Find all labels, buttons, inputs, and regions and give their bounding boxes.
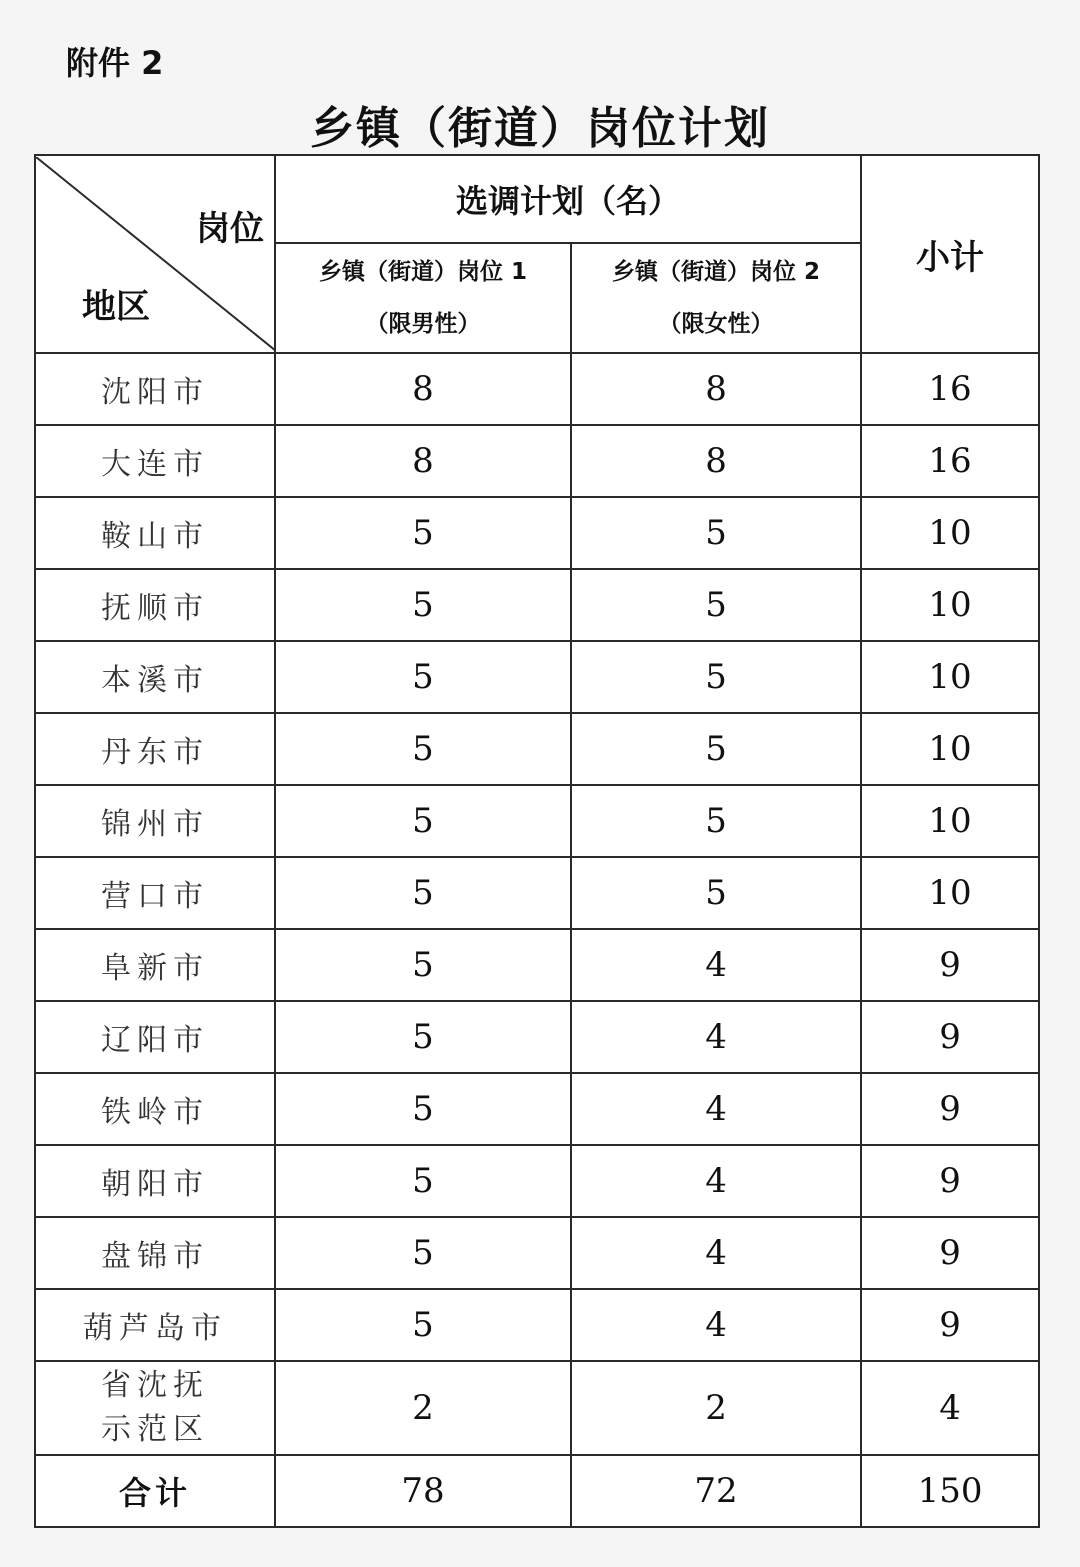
post2-cell: 5 xyxy=(571,785,861,857)
post2-cell: 4 xyxy=(571,1145,861,1217)
table-row-special xyxy=(35,1361,1039,1455)
corner-region-label: 地区 xyxy=(82,287,150,327)
region-line1: 省沈抚 xyxy=(101,1368,209,1403)
post1-header-line1: 乡镇（街道）岗位 1 xyxy=(318,259,527,285)
region-cell: 阜新市 xyxy=(35,929,275,1001)
subtotal-header: 小计 xyxy=(861,155,1039,353)
table-row-total xyxy=(35,1455,1039,1527)
subtotal-cell: 9 xyxy=(861,929,1039,1001)
post2-cell: 5 xyxy=(571,641,861,713)
table-row xyxy=(35,713,1039,785)
post2-cell: 4 xyxy=(571,1001,861,1073)
attachment-label: 附件 2 xyxy=(66,44,164,82)
table-row xyxy=(35,641,1039,713)
subtotal-cell: 10 xyxy=(861,857,1039,929)
region-cell: 沈阳市 xyxy=(35,353,275,425)
post2-cell: 4 xyxy=(571,1073,861,1145)
region-cell: 葫芦岛市 xyxy=(35,1289,275,1361)
table-row xyxy=(35,1217,1039,1289)
region-cell: 辽阳市 xyxy=(35,1001,275,1073)
total-subtotal-cell: 150 xyxy=(861,1455,1039,1527)
table-row xyxy=(35,353,1039,425)
subtotal-cell: 10 xyxy=(861,713,1039,785)
diagonal-line-icon xyxy=(36,157,276,351)
post1-cell: 8 xyxy=(275,425,571,497)
region-cell: 营口市 xyxy=(35,857,275,929)
post1-cell: 5 xyxy=(275,1073,571,1145)
region-cell: 抚顺市 xyxy=(35,569,275,641)
post2-header-line1: 乡镇（街道）岗位 2 xyxy=(612,259,821,285)
table-row xyxy=(35,569,1039,641)
total-post2-cell: 72 xyxy=(571,1455,861,1527)
post2-cell: 8 xyxy=(571,425,861,497)
region-cell: 铁岭市 xyxy=(35,1073,275,1145)
post2-cell: 4 xyxy=(571,929,861,1001)
region-cell xyxy=(35,1361,275,1455)
plan-header: 选调计划（名） xyxy=(275,155,861,243)
post1-cell: 5 xyxy=(275,569,571,641)
region-cell: 盘锦市 xyxy=(35,1217,275,1289)
post2-cell: 4 xyxy=(571,1217,861,1289)
post2-cell: 4 xyxy=(571,1289,861,1361)
subtotal-cell: 9 xyxy=(861,1073,1039,1145)
post2-cell: 2 xyxy=(571,1361,861,1455)
subtotal-cell: 9 xyxy=(861,1289,1039,1361)
total-label-cell: 合计 xyxy=(35,1455,275,1527)
post2-cell: 5 xyxy=(571,497,861,569)
post1-cell: 2 xyxy=(275,1361,571,1455)
table-row xyxy=(35,857,1039,929)
table-row xyxy=(35,1073,1039,1145)
post1-cell: 8 xyxy=(275,353,571,425)
subtotal-cell: 4 xyxy=(861,1361,1039,1455)
subtotal-cell: 9 xyxy=(861,1001,1039,1073)
post2-cell: 5 xyxy=(571,713,861,785)
subtotal-cell: 10 xyxy=(861,497,1039,569)
subtotal-cell: 10 xyxy=(861,785,1039,857)
post1-cell: 5 xyxy=(275,497,571,569)
table-row xyxy=(35,497,1039,569)
region-cell: 锦州市 xyxy=(35,785,275,857)
post1-cell: 5 xyxy=(275,785,571,857)
post1-cell: 5 xyxy=(275,1145,571,1217)
region-cell: 大连市 xyxy=(35,425,275,497)
post2-header-line2: （限女性） xyxy=(658,311,774,337)
post1-cell: 5 xyxy=(275,1217,571,1289)
region-line2: 示范区 xyxy=(101,1412,209,1447)
subtotal-cell: 10 xyxy=(861,569,1039,641)
post2-cell: 5 xyxy=(571,857,861,929)
post1-header xyxy=(275,243,571,353)
subtotal-cell: 10 xyxy=(861,641,1039,713)
region-cell: 朝阳市 xyxy=(35,1145,275,1217)
table-row xyxy=(35,425,1039,497)
post1-header-line2: （限男性） xyxy=(365,311,481,337)
table-row xyxy=(35,929,1039,1001)
subtotal-cell: 16 xyxy=(861,425,1039,497)
post1-cell: 5 xyxy=(275,641,571,713)
subtotal-cell: 9 xyxy=(861,1145,1039,1217)
total-post1-cell: 78 xyxy=(275,1455,571,1527)
post2-cell: 8 xyxy=(571,353,861,425)
post1-cell: 5 xyxy=(275,857,571,929)
post-plan-table xyxy=(34,154,1040,1528)
table-row xyxy=(35,785,1039,857)
post2-cell: 5 xyxy=(571,569,861,641)
region-cell: 丹东市 xyxy=(35,713,275,785)
post1-cell: 5 xyxy=(275,929,571,1001)
region-cell: 鞍山市 xyxy=(35,497,275,569)
table-row xyxy=(35,1001,1039,1073)
post1-cell: 5 xyxy=(275,713,571,785)
post2-header xyxy=(571,243,861,353)
post1-cell: 5 xyxy=(275,1001,571,1073)
page-title: 乡镇（街道）岗位计划 xyxy=(310,103,770,154)
corner-post-label: 岗位 xyxy=(196,209,264,249)
subtotal-cell: 9 xyxy=(861,1217,1039,1289)
region-cell: 本溪市 xyxy=(35,641,275,713)
post1-cell: 5 xyxy=(275,1289,571,1361)
table-row xyxy=(35,1145,1039,1217)
table-row xyxy=(35,1289,1039,1361)
corner-header-cell xyxy=(35,155,275,353)
subtotal-cell: 16 xyxy=(861,353,1039,425)
